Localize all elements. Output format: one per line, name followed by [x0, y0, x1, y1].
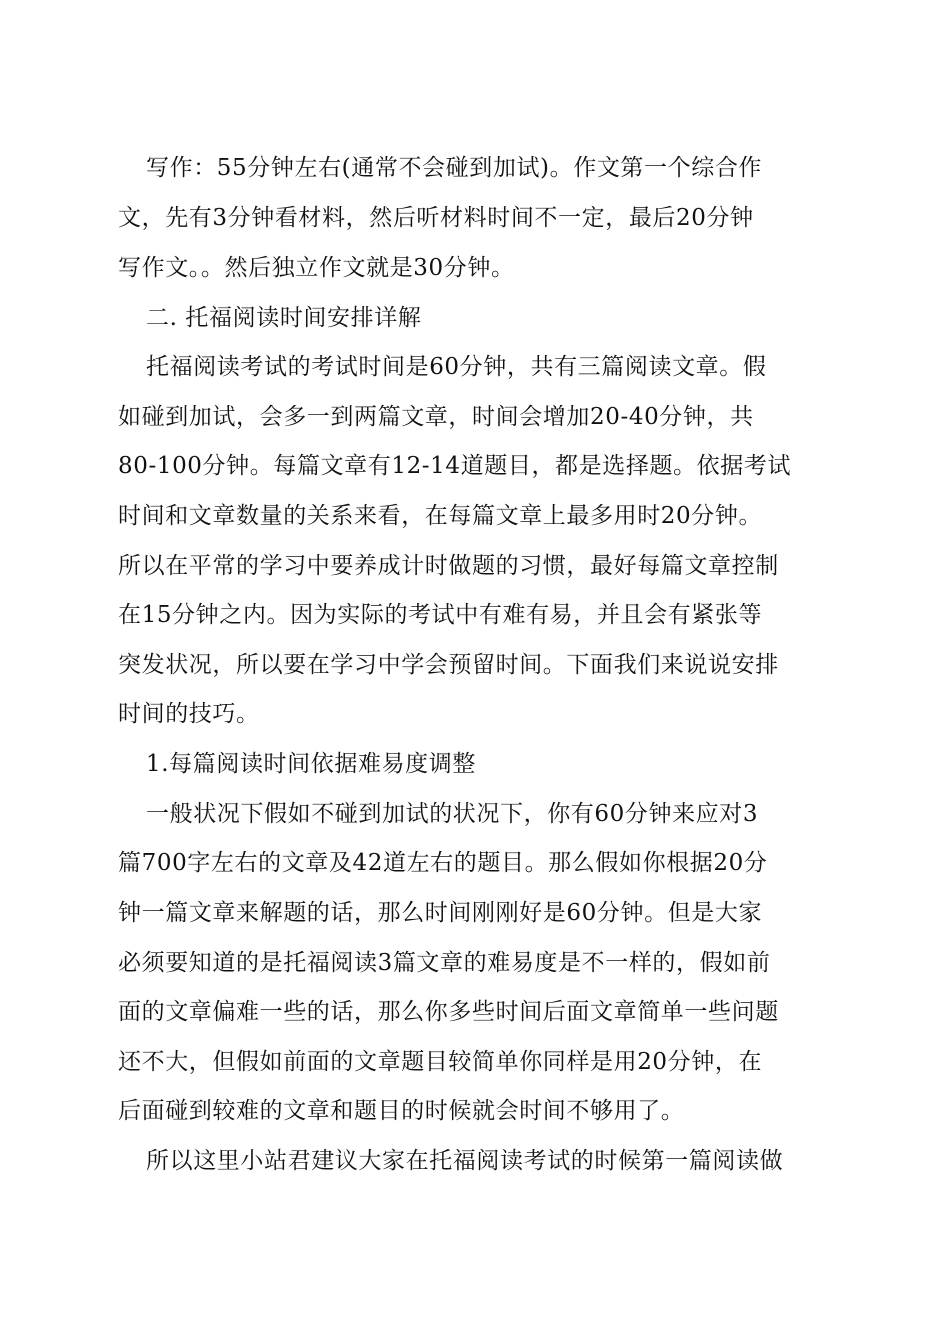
text-line: 还不大，但假如前面的文章题目较简单你同样是用20分钟，在: [118, 1049, 763, 1075]
text-line: 后面碰到较难的文章和题目的时候就会时间不够用了。: [118, 1098, 685, 1124]
text-line: 所以在平常的学习中要养成计时做题的习惯，最好每篇文章控制: [118, 553, 779, 579]
text-line: 篇700字左右的文章及42道左右的题目。那么假如你根据20分: [118, 850, 768, 876]
text-line: 所以这里小站君建议大家在托福阅读考试的时候第一篇阅读做: [146, 1148, 784, 1174]
text-line: 时间的技巧。: [118, 701, 260, 727]
text-line: 写作文。。然后独立作文就是30分钟。: [118, 255, 515, 281]
text-line: 面的文章偏难一些的话，那么你多些时间后面文章简单一些问题: [118, 999, 779, 1025]
text-line: 一般状况下假如不碰到加试的状况下，你有60分钟来应对3: [146, 801, 759, 827]
text-line: 如碰到加试，会多一到两篇文章，时间会增加20-40分钟，共: [118, 404, 754, 430]
text-line: 必须要知道的是托福阅读3篇文章的难易度是不一样的，假如前: [118, 950, 771, 976]
text-line: 在15分钟之内。因为实际的考试中有难有易，并且会有紧张等: [118, 602, 763, 628]
heading-text: 1.每篇阅读时间依据难易度调整: [146, 751, 476, 777]
text-line: 写作：55分钟左右(通常不会碰到加试)。作文第一个综合作: [146, 155, 763, 181]
text-line: 托福阅读考试的考试时间是60分钟，共有三篇阅读文章。假: [146, 354, 767, 380]
text-line: 时间和文章数量的关系来看，在每篇文章上最多用时20分钟。: [118, 503, 763, 529]
text-line: 文，先有3分钟看材料，然后听材料时间不一定，最后20分钟: [118, 205, 754, 231]
heading-text: 二. 托福阅读时间安排详解: [146, 305, 422, 331]
text-line: 突发状况，所以要在学习中学会预留时间。下面我们来说说安排: [118, 652, 779, 678]
text-line: 80-100分钟。每篇文章有12-14道题目，都是选择题。依据考试: [118, 453, 792, 479]
text-line: 钟一篇文章来解题的话，那么时间刚刚好是60分钟。但是大家: [118, 900, 763, 926]
